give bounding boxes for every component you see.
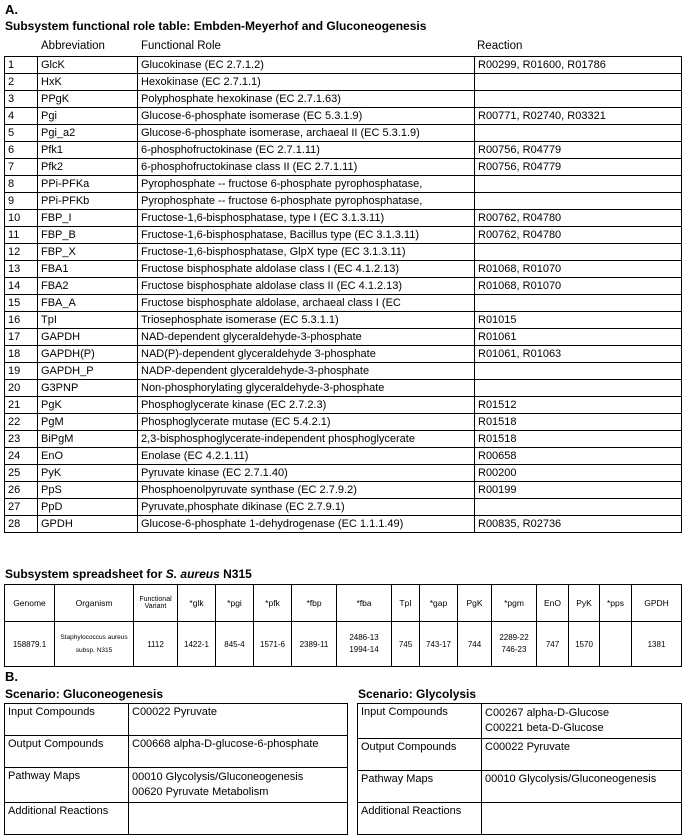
scenario-gluconeogenesis-table — [4, 703, 348, 835]
spreadsheet-header-cell: *pfk — [254, 585, 292, 622]
role-abbreviation: Pfk1 — [38, 142, 138, 159]
role-reaction — [475, 244, 682, 261]
cell-pgk: 744 — [458, 622, 492, 667]
role-reaction — [475, 499, 682, 516]
label-output-compounds: Output Compounds — [5, 736, 129, 768]
section-b-label: B. — [5, 669, 18, 684]
label-input-compounds: Input Compounds — [5, 704, 129, 736]
role-number: 7 — [5, 159, 38, 176]
spreadsheet-header-cell: *fba — [337, 585, 392, 622]
role-number: 24 — [5, 448, 38, 465]
role-name: Fructose-1,6-bisphosphatase, GlpX type (EC 3.1.3.11) — [138, 244, 475, 261]
role-reaction — [475, 176, 682, 193]
cell-pps — [600, 622, 632, 667]
role-reaction: R01061, R01063 — [475, 346, 682, 363]
subsystem-spreadsheet — [4, 584, 682, 667]
spreadsheet-header-cell: TpI — [392, 585, 420, 622]
role-reaction: R00756, R04779 — [475, 159, 682, 176]
role-reaction: R01512 — [475, 397, 682, 414]
role-row — [5, 227, 682, 244]
cell-pfk: 1571-6 — [254, 622, 292, 667]
role-abbreviation: FBA2 — [38, 278, 138, 295]
role-name: Fructose bisphosphate aldolase, archaeal class I (EC — [138, 295, 475, 312]
role-reaction: R00299, R01600, R01786 — [475, 57, 682, 74]
label-output-compounds: Output Compounds — [358, 739, 482, 771]
role-row — [5, 516, 682, 533]
role-row — [5, 295, 682, 312]
role-reaction: R00762, R04780 — [475, 227, 682, 244]
role-number: 28 — [5, 516, 38, 533]
spreadsheet-header-cell: *pps — [600, 585, 632, 622]
role-abbreviation: FBA_A — [38, 295, 138, 312]
role-number: 12 — [5, 244, 38, 261]
role-row — [5, 193, 682, 210]
role-reaction — [475, 295, 682, 312]
spreadsheet-header-cell: GPDH — [632, 585, 682, 622]
role-abbreviation: FBA1 — [38, 261, 138, 278]
role-row — [5, 278, 682, 295]
role-row — [5, 261, 682, 278]
spreadsheet-header-cell: Genome — [5, 585, 55, 622]
cell-genome: 158879.1 — [5, 622, 55, 667]
scenario-glycolysis-title: Scenario: Glycolysis — [358, 687, 477, 701]
section-a-label: A. — [5, 2, 18, 17]
spreadsheet-header-cell: EnO — [537, 585, 569, 622]
label-pathway-maps: Pathway Maps — [5, 768, 129, 803]
role-abbreviation: GlcK — [38, 57, 138, 74]
spreadsheet-data-row — [5, 622, 682, 667]
cell-eno: 747 — [537, 622, 569, 667]
role-name: Phosphoenolpyruvate synthase (EC 2.7.9.2) — [138, 482, 475, 499]
role-number: 4 — [5, 108, 38, 125]
label-input-compounds: Input Compounds — [358, 704, 482, 739]
role-reaction: R01015 — [475, 312, 682, 329]
spreadsheet-header-cell: *fbp — [292, 585, 337, 622]
cell-fbp: 2389-11 — [292, 622, 337, 667]
cell-variant: 1112 — [134, 622, 178, 667]
spreadsheet-header-cell: *pgm — [492, 585, 537, 622]
spreadsheet-header-row — [5, 585, 682, 622]
role-name: Enolase (EC 4.2.1.11) — [138, 448, 475, 465]
role-row — [5, 346, 682, 363]
role-name: Fructose bisphosphate aldolase class I (EC 4.1.2.13) — [138, 261, 475, 278]
value-additional-reactions — [129, 803, 348, 835]
role-number: 25 — [5, 465, 38, 482]
value-output-compounds: C00668 alpha-D-glucose-6-phosphate — [129, 736, 348, 768]
spreadsheet-header-cell: Organism — [55, 585, 134, 622]
role-row — [5, 448, 682, 465]
role-abbreviation: G3PNP — [38, 380, 138, 397]
value-pathway-maps: 00010 Glycolysis/Gluconeogenesis 00620 Pyruvate Metabolism — [129, 768, 348, 803]
role-row — [5, 125, 682, 142]
role-number: 3 — [5, 91, 38, 108]
spreadsheet-header-cell: PgK — [458, 585, 492, 622]
role-name: Pyrophosphate -- fructose 6-phosphate pyrophosphatase, — [138, 193, 475, 210]
role-reaction: R00835, R02736 — [475, 516, 682, 533]
role-abbreviation: GAPDH_P — [38, 363, 138, 380]
role-number: 2 — [5, 74, 38, 91]
spreadsheet-header-cell: *glk — [178, 585, 216, 622]
role-name: Glucokinase (EC 2.7.1.2) — [138, 57, 475, 74]
role-table-title: Subsystem functional role table: Embden-Meyerhof and Gluconeogenesis — [5, 19, 427, 33]
role-number: 5 — [5, 125, 38, 142]
spreadsheet-header-cell: PyK — [569, 585, 600, 622]
role-number: 16 — [5, 312, 38, 329]
role-name: NAD-dependent glyceraldehyde-3-phosphate — [138, 329, 475, 346]
role-abbreviation: FBP_I — [38, 210, 138, 227]
role-number: 13 — [5, 261, 38, 278]
role-reaction: R01068, R01070 — [475, 261, 682, 278]
role-name: Pyruvate,phosphate dikinase (EC 2.7.9.1) — [138, 499, 475, 516]
role-abbreviation: PPi-PFKa — [38, 176, 138, 193]
role-abbreviation: PyK — [38, 465, 138, 482]
role-abbreviation: PpS — [38, 482, 138, 499]
role-row — [5, 91, 682, 108]
role-name: 6-phosphofructokinase (EC 2.7.1.11) — [138, 142, 475, 159]
role-abbreviation: HxK — [38, 74, 138, 91]
value-output-compounds: C00022 Pyruvate — [482, 739, 682, 771]
role-name: Polyphosphate hexokinase (EC 2.7.1.63) — [138, 91, 475, 108]
role-row — [5, 414, 682, 431]
role-name: Hexokinase (EC 2.7.1.1) — [138, 74, 475, 91]
value-input-compounds: C00022 Pyruvate — [129, 704, 348, 736]
role-name: Pyruvate kinase (EC 2.7.1.40) — [138, 465, 475, 482]
cell-pgm: 2289-22 746-23 — [492, 622, 537, 667]
role-abbreviation: Pgi_a2 — [38, 125, 138, 142]
role-row — [5, 465, 682, 482]
value-input-compounds: C00267 alpha-D-Glucose C00221 beta-D-Glucose — [482, 704, 682, 739]
value-additional-reactions — [482, 803, 682, 835]
role-number: 22 — [5, 414, 38, 431]
role-row — [5, 244, 682, 261]
role-number: 21 — [5, 397, 38, 414]
role-row — [5, 397, 682, 414]
role-name: NAD(P)-dependent glyceraldehyde 3-phosphate — [138, 346, 475, 363]
functional-role-table — [4, 56, 682, 533]
role-number: 11 — [5, 227, 38, 244]
role-number: 20 — [5, 380, 38, 397]
role-row — [5, 363, 682, 380]
cell-fba: 2486-13 1994-14 — [337, 622, 392, 667]
role-reaction: R00658 — [475, 448, 682, 465]
scenario-gluconeogenesis-title: Scenario: Gluconeogenesis — [5, 687, 164, 701]
role-name: Triosephosphate isomerase (EC 5.3.1.1) — [138, 312, 475, 329]
role-row — [5, 74, 682, 91]
role-reaction: R00756, R04779 — [475, 142, 682, 159]
role-number: 1 — [5, 57, 38, 74]
cell-organism: Staphylococcus aureus subsp. N315 — [55, 622, 134, 667]
cell-glk: 1422-1 — [178, 622, 216, 667]
role-number: 19 — [5, 363, 38, 380]
role-abbreviation: GAPDH — [38, 329, 138, 346]
role-abbreviation: GAPDH(P) — [38, 346, 138, 363]
cell-pyk: 1570 — [569, 622, 600, 667]
role-row — [5, 312, 682, 329]
scenario-glycolysis-table — [357, 703, 682, 835]
role-number: 8 — [5, 176, 38, 193]
role-number: 17 — [5, 329, 38, 346]
cell-gpdh: 1381 — [632, 622, 682, 667]
role-number: 14 — [5, 278, 38, 295]
role-name: Pyrophosphate -- fructose 6-phosphate pyrophosphatase, — [138, 176, 475, 193]
role-reaction: R00200 — [475, 465, 682, 482]
cell-gap: 743-17 — [420, 622, 458, 667]
role-name: Fructose-1,6-bisphosphatase, type I (EC 3.1.3.11) — [138, 210, 475, 227]
role-reaction — [475, 74, 682, 91]
spreadsheet-header-cell: *pgi — [216, 585, 254, 622]
role-abbreviation: PPgK — [38, 91, 138, 108]
role-row — [5, 108, 682, 125]
role-abbreviation: FBP_X — [38, 244, 138, 261]
role-reaction — [475, 91, 682, 108]
cell-tpi: 745 — [392, 622, 420, 667]
header-reaction: Reaction — [477, 40, 523, 52]
role-reaction: R01068, R01070 — [475, 278, 682, 295]
role-row — [5, 329, 682, 346]
role-number: 18 — [5, 346, 38, 363]
role-abbreviation: Pgi — [38, 108, 138, 125]
role-abbreviation: FBP_B — [38, 227, 138, 244]
role-row — [5, 499, 682, 516]
role-reaction: R00762, R04780 — [475, 210, 682, 227]
role-row — [5, 482, 682, 499]
role-abbreviation: PgM — [38, 414, 138, 431]
role-reaction — [475, 363, 682, 380]
role-name: Fructose-1,6-bisphosphatase, Bacillus type (EC 3.1.3.11) — [138, 227, 475, 244]
role-reaction: R00771, R02740, R03321 — [475, 108, 682, 125]
role-reaction: R01061 — [475, 329, 682, 346]
label-additional-reactions: Additional Reactions — [5, 803, 129, 835]
role-row — [5, 210, 682, 227]
header-abbreviation: Abbreviation — [41, 40, 105, 52]
role-reaction: R00199 — [475, 482, 682, 499]
role-name: Phosphoglycerate mutase (EC 5.4.2.1) — [138, 414, 475, 431]
role-number: 6 — [5, 142, 38, 159]
spreadsheet-header-cell: *gap — [420, 585, 458, 622]
role-row — [5, 159, 682, 176]
role-name: Glucose-6-phosphate isomerase (EC 5.3.1.9) — [138, 108, 475, 125]
header-functional-role: Functional Role — [141, 40, 221, 52]
role-number: 15 — [5, 295, 38, 312]
role-reaction — [475, 193, 682, 210]
role-reaction: R01518 — [475, 414, 682, 431]
role-number: 10 — [5, 210, 38, 227]
role-name: Glucose-6-phosphate isomerase, archaeal II (EC 5.3.1.9) — [138, 125, 475, 142]
value-pathway-maps: 00010 Glycolysis/Gluconeogenesis — [482, 771, 682, 803]
role-number: 26 — [5, 482, 38, 499]
role-row — [5, 57, 682, 74]
role-abbreviation: PPi-PFKb — [38, 193, 138, 210]
role-number: 9 — [5, 193, 38, 210]
role-name: Non-phosphorylating glyceraldehyde-3-phosphate — [138, 380, 475, 397]
role-name: Glucose-6-phosphate 1-dehydrogenase (EC 1.1.1.49) — [138, 516, 475, 533]
role-reaction — [475, 380, 682, 397]
spreadsheet-title: Subsystem spreadsheet for S. aureus N315 — [5, 567, 252, 581]
role-name: 6-phosphofructokinase class II (EC 2.7.1.11) — [138, 159, 475, 176]
role-abbreviation: EnO — [38, 448, 138, 465]
role-number: 23 — [5, 431, 38, 448]
role-name: Fructose bisphosphate aldolase class II (EC 4.1.2.13) — [138, 278, 475, 295]
role-reaction — [475, 125, 682, 142]
role-abbreviation: GPDH — [38, 516, 138, 533]
role-name: Phosphoglycerate kinase (EC 2.7.2.3) — [138, 397, 475, 414]
role-name: 2,3-bisphosphoglycerate-independent phosphoglycerate — [138, 431, 475, 448]
role-abbreviation: PgK — [38, 397, 138, 414]
role-reaction: R01518 — [475, 431, 682, 448]
role-abbreviation: BiPgM — [38, 431, 138, 448]
role-number: 27 — [5, 499, 38, 516]
role-abbreviation: Pfk2 — [38, 159, 138, 176]
role-abbreviation: TpI — [38, 312, 138, 329]
role-row — [5, 431, 682, 448]
cell-pgi: 845-4 — [216, 622, 254, 667]
role-row — [5, 380, 682, 397]
label-additional-reactions: Additional Reactions — [358, 803, 482, 835]
role-abbreviation: PpD — [38, 499, 138, 516]
spreadsheet-header-cell: Functional Variant — [134, 585, 178, 622]
role-row — [5, 176, 682, 193]
role-row — [5, 142, 682, 159]
role-name: NADP-dependent glyceraldehyde-3-phosphate — [138, 363, 475, 380]
label-pathway-maps: Pathway Maps — [358, 771, 482, 803]
